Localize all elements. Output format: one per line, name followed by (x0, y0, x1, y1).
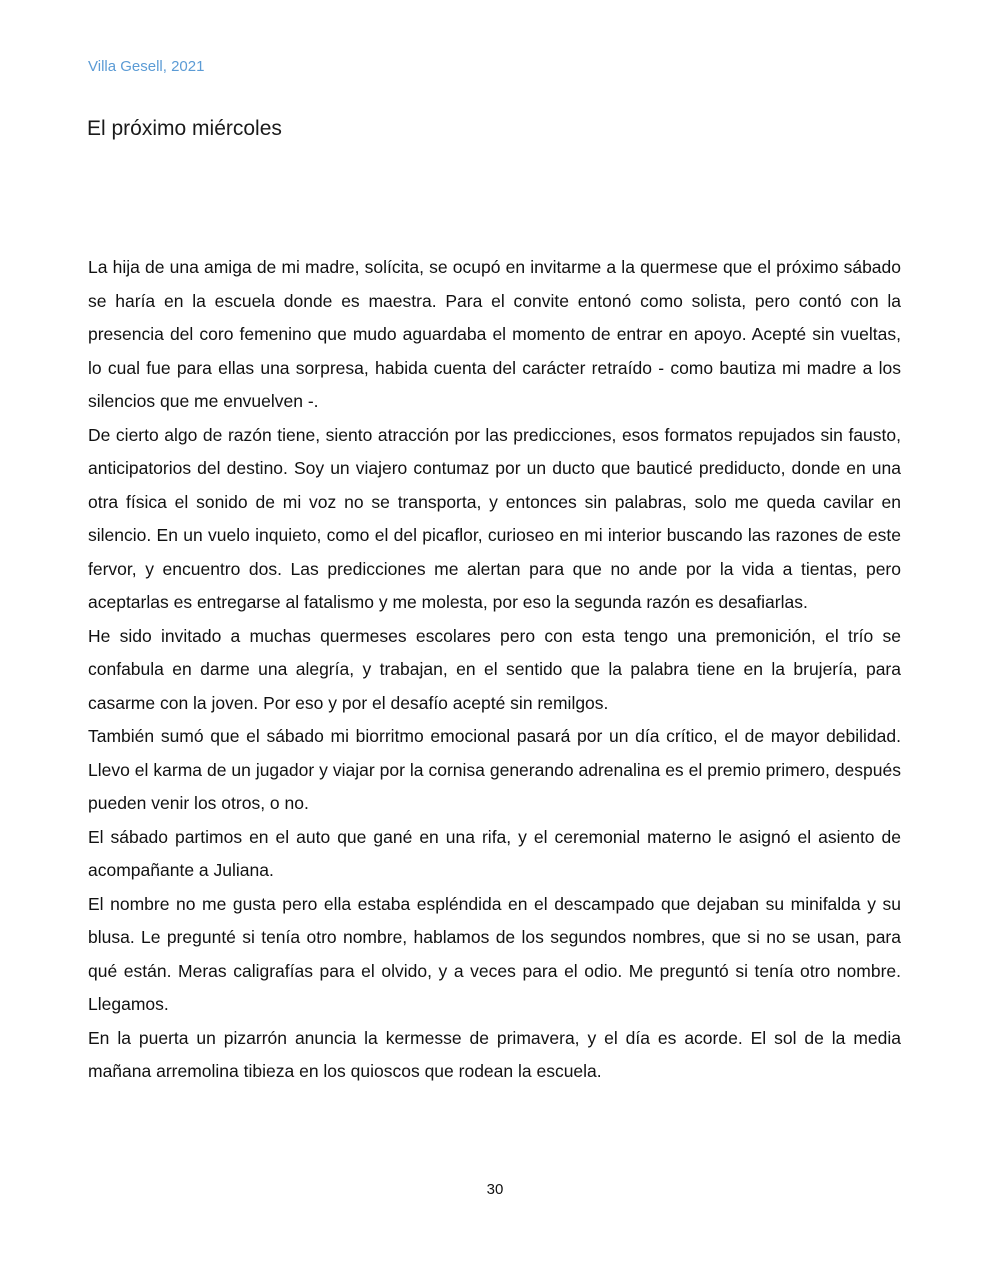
header-place-date: Villa Gesell, 2021 (88, 58, 205, 75)
page-number: 30 (486, 1181, 504, 1198)
paragraph-6: El nombre no me gusta pero ella estaba espléndida en el descampado que dejaban su minifalda y su blusa. Le pregunté si tenía otro nombre, hablamos de los segundos nombres, que si no se usan, para qué están. Meras caligrafías para el olvido, y a veces para el odio. Me preguntó si tenía otro nombre. Llegamos. (88, 893, 901, 1014)
paragraph-3: He sido invitado a muchas quermeses escolares pero con esta tengo una premonición, el trío se confabula en darme una alegría, y trabajan, en el sentido que la palabra tiene en la brujería, para casarme con la joven. Por eso y por el desafío acepté sin remilgos. (88, 625, 901, 713)
paragraph-2: De cierto algo de razón tiene, siento atracción por las predicciones, esos formatos repujados sin fausto, anticipatorios del destino. Soy un viajero contumaz por un ducto que bauticé prediducto, donde en una otra física el sonido de mi voz no se transporta, y entonces sin palabras, solo me queda cavilar en silencio. En un vuelo inquieto, como el del picaflor, curioseo en mi interior buscando las razones de este fervor, y encuentro dos. Las predicciones me alertan para que no ande por la vida a tientas, pero aceptarlas es entregarse al fatalismo y me molesta, por eso la segunda razón es desafiarlas. (88, 424, 901, 612)
paragraph-5: El sábado partimos en el auto que gané en una rifa, y el ceremonial materno le asignó el asiento de acompañante a Juliana. (88, 826, 901, 880)
chapter-title: El próximo miércoles (87, 117, 282, 140)
paragraph-1: La hija de una amiga de mi madre, solícita, se ocupó en invitarme a la quermese que el próximo sábado se haría en la escuela donde es maestra. Para el convite entonó como solista, pero contó con la presencia del coro femenino que mudo aguardaba el momento de entrar en apoyo. Acepté sin vueltas, lo cual fue para ellas una sorpresa, habida cuenta del carácter retraído - como bautiza mi madre a los silencios que me envuelven -. (88, 257, 901, 411)
paragraph-4: También sumó que el sábado mi biorritmo emocional pasará por un día crítico, el de mayor debilidad. Llevo el karma de un jugador y viajar por la cornisa generando adrenalina es el premio primero, después pueden venir los otros, o no. (88, 726, 901, 813)
body-text (88, 251, 901, 1089)
paragraph-7: En la puerta un pizarrón anuncia la kermesse de primavera, y el día es acorde. El sol de la media mañana arremolina tibieza en los quioscos que rodean la escuela. (88, 1027, 901, 1081)
